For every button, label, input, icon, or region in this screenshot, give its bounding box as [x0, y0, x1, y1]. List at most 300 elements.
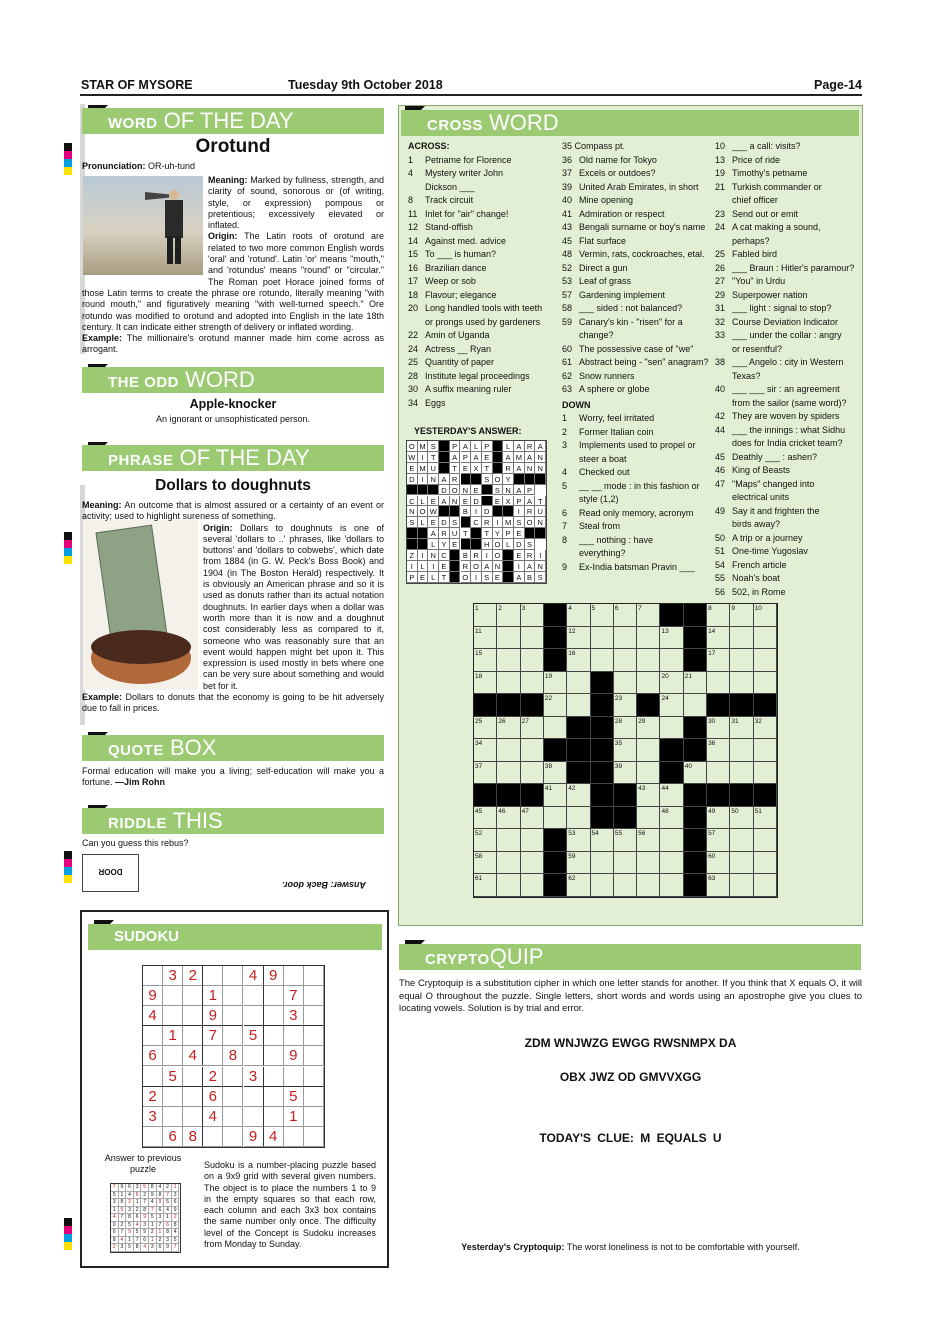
answer-cell: R — [525, 550, 536, 561]
crossword-cell[interactable] — [730, 762, 753, 785]
crossword-cell[interactable] — [660, 717, 683, 740]
crossword-cell[interactable] — [614, 649, 637, 672]
crossword-cell[interactable]: 13 — [660, 627, 683, 650]
clue-row — [715, 478, 860, 492]
crossword-cell[interactable]: 4 — [567, 604, 590, 627]
sudoku-cell[interactable]: 3 — [163, 966, 183, 986]
crossword-cell[interactable] — [521, 829, 544, 852]
crossword-cell[interactable] — [730, 739, 753, 762]
crossword-cell[interactable]: 50 — [730, 807, 753, 830]
crossword-cell[interactable] — [637, 852, 660, 875]
clue-text: United Arab Emirates, in short — [579, 181, 699, 192]
crossword-cell[interactable] — [521, 649, 544, 672]
clue-number: 7 — [562, 521, 568, 531]
color-bar — [64, 532, 72, 564]
crossword-cell[interactable]: 40 — [684, 762, 707, 785]
crossword-cell[interactable]: 7 — [637, 604, 660, 627]
sudoku-cell[interactable]: 4 — [183, 1046, 203, 1066]
sudoku-cell[interactable]: 6 — [203, 1087, 223, 1107]
crossword-cell[interactable] — [497, 739, 520, 762]
crossword-cell[interactable]: 15 — [474, 649, 497, 672]
crossword-cell[interactable] — [637, 672, 660, 695]
answer-cell: N — [450, 496, 461, 507]
sudoku-cell[interactable] — [284, 1026, 304, 1046]
sudoku-cell[interactable]: 1 — [284, 1107, 304, 1127]
sudoku-cell[interactable] — [223, 1127, 243, 1147]
previous-sudoku-cell: 5 — [126, 1244, 134, 1252]
crossword-cell[interactable] — [637, 807, 660, 830]
crossword-cell[interactable] — [754, 739, 777, 762]
crossword-cell[interactable]: 47 — [521, 807, 544, 830]
sudoku-cell[interactable]: 8 — [223, 1046, 243, 1066]
sudoku-cell[interactable] — [183, 986, 203, 1006]
crossword-cell[interactable]: 42 — [567, 784, 590, 807]
sudoku-cell[interactable] — [304, 1087, 324, 1107]
sudoku-cell[interactable] — [264, 1107, 284, 1127]
clue-number: 56 — [715, 586, 726, 597]
crossword-cell[interactable]: 53 — [567, 829, 590, 852]
clue-number: 55 — [715, 573, 726, 583]
previous-sudoku-cell: 9 — [141, 1214, 149, 1222]
clue-row — [715, 329, 860, 343]
answer-cell: P — [450, 441, 461, 452]
answer-cell: T — [535, 496, 546, 507]
rebus-box — [82, 854, 139, 892]
answer-cell — [482, 485, 493, 496]
sudoku-cell[interactable]: 9 — [284, 1046, 304, 1066]
crossword-cell[interactable] — [637, 739, 660, 762]
sudoku-cell[interactable]: 2 — [183, 966, 203, 986]
answer-cell: N — [535, 561, 546, 572]
crossword-cell — [684, 807, 707, 830]
crossword-cell — [521, 694, 544, 717]
sudoku-cell[interactable] — [304, 1046, 324, 1066]
odd-word-title: Apple-knocker — [189, 397, 277, 411]
crossword-cell[interactable] — [730, 852, 753, 875]
crossword-cell[interactable] — [614, 627, 637, 650]
clue-row — [562, 370, 712, 384]
crossword-cell[interactable]: 52 — [474, 829, 497, 852]
crossword-cell[interactable]: 1 — [474, 604, 497, 627]
crossword-cell[interactable]: 45 — [474, 807, 497, 830]
crossword-cell[interactable]: 30 — [707, 717, 730, 740]
crossword-cell[interactable]: 21 — [684, 672, 707, 695]
crossword-cell[interactable]: 37 — [474, 762, 497, 785]
clue-row — [562, 302, 712, 316]
sudoku-cell[interactable] — [223, 966, 243, 986]
crossword-cell[interactable]: 56 — [637, 829, 660, 852]
sudoku-cell[interactable]: 9 — [143, 986, 163, 1006]
crossword-cell[interactable]: 59 — [567, 852, 590, 875]
crossword-cell[interactable] — [660, 649, 683, 672]
crossword-cell[interactable]: 34 — [474, 739, 497, 762]
sudoku-cell[interactable]: 9 — [244, 1127, 264, 1147]
sudoku-cell[interactable] — [143, 1127, 163, 1147]
clue-text: steer a boat — [579, 453, 627, 464]
sudoku-cell[interactable] — [264, 986, 284, 1006]
sudoku-cell[interactable] — [304, 1067, 324, 1087]
sudoku-cell[interactable] — [264, 1067, 284, 1087]
sudoku-cell[interactable] — [264, 1046, 284, 1066]
crossword-cell[interactable]: 23 — [614, 694, 637, 717]
crossword-cell[interactable]: 63 — [707, 874, 730, 897]
sudoku-cell[interactable] — [244, 1087, 264, 1107]
sudoku-cell[interactable] — [183, 1006, 203, 1026]
crossword-cell[interactable] — [521, 672, 544, 695]
sudoku-cell[interactable] — [203, 1046, 223, 1066]
crossword-cell[interactable]: 28 — [614, 717, 637, 740]
crossword-cell[interactable] — [497, 649, 520, 672]
sudoku-cell[interactable]: 8 — [183, 1127, 203, 1147]
sudoku-cell[interactable]: 4 — [264, 1127, 284, 1147]
clue-text: A cat making a sound, perhaps? — [732, 222, 821, 246]
sudoku-cell[interactable] — [223, 1107, 243, 1127]
crossword-cell[interactable] — [754, 829, 777, 852]
crossword-cell[interactable] — [544, 807, 567, 830]
answer-cell — [493, 452, 504, 463]
clue-row — [715, 221, 860, 248]
crossword-cell[interactable]: 58 — [474, 852, 497, 875]
crossword-cell[interactable] — [497, 852, 520, 875]
clue-row — [562, 275, 712, 289]
crossword-cell[interactable] — [730, 874, 753, 897]
answer-cell: N — [428, 474, 439, 485]
sudoku-cell[interactable]: 3 — [143, 1107, 163, 1127]
clue-text: Texas? — [732, 370, 761, 381]
previous-sudoku-cell: 8 — [141, 1207, 149, 1215]
sudoku-cell[interactable] — [264, 1087, 284, 1107]
clue-row — [408, 316, 558, 330]
sudoku-cell[interactable] — [143, 1067, 163, 1087]
answer-cell: E — [428, 496, 439, 507]
crossword-cell[interactable] — [591, 627, 614, 650]
crossword-cell[interactable]: 35 — [614, 739, 637, 762]
crossword-cell[interactable] — [497, 829, 520, 852]
crossword-cell[interactable] — [754, 627, 777, 650]
color-bar — [64, 851, 72, 883]
clue-text: or prongs used by gardeners — [425, 316, 541, 327]
answer-cell — [503, 572, 514, 583]
crossword-cell[interactable]: 20 — [660, 672, 683, 695]
sudoku-cell[interactable]: 7 — [203, 1026, 223, 1046]
crossword-cell[interactable]: 18 — [474, 672, 497, 695]
crossword-cell[interactable]: 2 — [497, 604, 520, 627]
sudoku-cell[interactable] — [304, 966, 324, 986]
crossword-cell[interactable] — [497, 627, 520, 650]
answer-cell — [428, 485, 439, 496]
crossword-cell[interactable] — [614, 672, 637, 695]
sudoku-cell[interactable]: 3 — [284, 1006, 304, 1026]
sudoku-cell[interactable] — [223, 1006, 243, 1026]
answer-cell: N — [428, 550, 439, 561]
crossword-band: CROSS WORD — [401, 110, 859, 136]
crossword-cell[interactable]: 43 — [637, 784, 660, 807]
crossword-cell[interactable] — [521, 627, 544, 650]
crossword-cell[interactable] — [521, 852, 544, 875]
sudoku-cell[interactable] — [264, 1006, 284, 1026]
clue-row — [562, 154, 712, 168]
answer-cell: O — [407, 441, 418, 452]
crossword-cell[interactable] — [591, 649, 614, 672]
crossword-cell[interactable]: 55 — [614, 829, 637, 852]
crossword-cell[interactable]: 60 — [707, 852, 730, 875]
crossword-cell[interactable]: 6 — [614, 604, 637, 627]
crossword-cell[interactable]: 16 — [567, 649, 590, 672]
crossword-cell[interactable]: 38 — [544, 762, 567, 785]
sudoku-cell[interactable] — [183, 1107, 203, 1127]
answer-cell: E — [439, 561, 450, 572]
clue-text: They are woven by spiders — [732, 411, 840, 421]
sudoku-cell[interactable] — [284, 1067, 304, 1087]
crossword-cell[interactable] — [521, 762, 544, 785]
crossword-cell[interactable]: 5 — [591, 604, 614, 627]
crossword-cell[interactable] — [754, 672, 777, 695]
sudoku-cell[interactable] — [163, 1006, 183, 1026]
crossword-cell[interactable] — [754, 852, 777, 875]
sudoku-cell[interactable] — [304, 986, 324, 1006]
sudoku-cell[interactable] — [244, 1107, 264, 1127]
previous-sudoku-cell: 1 — [134, 1199, 142, 1207]
crossword-cell[interactable]: 17 — [707, 649, 730, 672]
word-body: Meaning: Marked by fullness, strength, and clarity of sound, sonorous or (of writing, style, or expression) pompous or pretentious; excessively elevated or inflated. Origin: The Latin roots of orotund are related to two more common English words 'oral' and 'rotund'. Latin 'or' means "mouth," and 'rotundus' means "round" or "circular." The Roman poet Horace joined forms of those Latin terms to create the phrase ore rotundo, literally meaning "with round mouth," and figuratively meaning "with well-turned speech." Ore rotundo was modified to orotund and adopted into English in the late 18th century. It can indicate either strength of delivery or inflated wording. Example: The millionaire's orotund manner made him come across as arrogant. — [82, 175, 385, 355]
odd-word-meaning: An ignorant or unsophisticated person. — [155, 414, 311, 424]
sudoku-cell[interactable] — [223, 1087, 243, 1107]
crossword-cell[interactable]: 49 — [707, 807, 730, 830]
sudoku-cell[interactable] — [143, 966, 163, 986]
sudoku-cell[interactable] — [223, 1067, 243, 1087]
sudoku-cell[interactable] — [183, 1067, 203, 1087]
crossword-cell[interactable] — [637, 762, 660, 785]
clue-row — [408, 248, 558, 262]
crossword-cell[interactable] — [660, 852, 683, 875]
crossword-cell[interactable]: 51 — [754, 807, 777, 830]
crossword-cell — [684, 627, 707, 650]
crossword-cell[interactable]: 10 — [754, 604, 777, 627]
crossword-cell[interactable]: 12 — [567, 627, 590, 650]
answer-cell — [471, 528, 482, 539]
answer-cell — [439, 463, 450, 474]
answer-cell — [535, 474, 546, 485]
crossword-cell[interactable]: 46 — [497, 807, 520, 830]
sudoku-cell[interactable] — [284, 966, 304, 986]
crossword-cell[interactable] — [497, 672, 520, 695]
crossword-cell[interactable]: 54 — [591, 829, 614, 852]
crossword-cell[interactable]: 24 — [660, 694, 683, 717]
answer-cell: S — [450, 517, 461, 528]
sudoku-cell[interactable]: 2 — [203, 1067, 223, 1087]
sudoku-cell[interactable]: 3 — [244, 1067, 264, 1087]
sudoku-cell[interactable]: 9 — [203, 1006, 223, 1026]
answer-cell: E — [514, 550, 525, 561]
crossword-cell[interactable]: 36 — [707, 739, 730, 762]
answer-cell: N — [493, 561, 504, 572]
sudoku-cell[interactable] — [304, 1026, 324, 1046]
clue-row — [715, 194, 860, 208]
previous-sudoku-cell: 8 — [149, 1184, 157, 1192]
crossword-cell[interactable]: 41 — [544, 784, 567, 807]
sudoku-cell[interactable] — [163, 1087, 183, 1107]
crossword-cell[interactable]: 8 — [707, 604, 730, 627]
clue-number: 23 — [715, 208, 726, 219]
crossword-cell[interactable] — [660, 874, 683, 897]
crossword-cell[interactable]: 39 — [614, 762, 637, 785]
sudoku-cell[interactable] — [223, 986, 243, 1006]
sudoku-cell[interactable]: 4 — [244, 966, 264, 986]
answer-cell: D — [471, 496, 482, 507]
answer-cell: I — [514, 506, 525, 517]
crossword-cell[interactable] — [754, 874, 777, 897]
clue-row — [715, 410, 860, 424]
clue-row — [562, 412, 712, 426]
crossword-cell[interactable] — [567, 694, 590, 717]
sudoku-cell[interactable]: 6 — [163, 1127, 183, 1147]
sudoku-cell[interactable]: 6 — [143, 1046, 163, 1066]
answer-cell: P — [407, 572, 418, 583]
crossword-cell[interactable] — [660, 829, 683, 852]
paper-name: STAR OF MYSORE — [81, 78, 193, 92]
sudoku-cell[interactable]: 5 — [244, 1026, 264, 1046]
crossword-cell[interactable]: 3 — [521, 604, 544, 627]
crossword-cell[interactable] — [637, 627, 660, 650]
clue-number: 6 — [562, 507, 568, 518]
answer-cell: O — [450, 485, 461, 496]
sudoku-cell[interactable]: 4 — [203, 1107, 223, 1127]
crossword-cell[interactable]: 31 — [730, 717, 753, 740]
phrase-title: Dollars to doughnuts — [155, 477, 311, 494]
crossword-cell — [660, 739, 683, 762]
down-label: DOWN — [562, 399, 591, 410]
clue-text: Admiration or respect — [579, 208, 665, 219]
sudoku-cell[interactable]: 1 — [203, 986, 223, 1006]
crossword-cell[interactable] — [614, 874, 637, 897]
sudoku-cell[interactable] — [183, 1087, 203, 1107]
crossword-cell[interactable]: 27 — [521, 717, 544, 740]
sudoku-cell[interactable] — [223, 1026, 243, 1046]
crossword-cell[interactable] — [497, 874, 520, 897]
previous-sudoku-cell: 8 — [172, 1222, 180, 1230]
clue-number — [715, 518, 732, 532]
crossword-cell[interactable] — [614, 852, 637, 875]
crossword-cell[interactable]: 25 — [474, 717, 497, 740]
pronunciation: Pronunciation: OR-uh-tund — [82, 161, 196, 171]
crossword-cell[interactable] — [544, 717, 567, 740]
sudoku-cell[interactable] — [143, 1026, 163, 1046]
sudoku-cell[interactable] — [284, 1127, 304, 1147]
crossword-cell[interactable] — [637, 649, 660, 672]
crossword-cell[interactable] — [591, 874, 614, 897]
crossword-cell[interactable] — [730, 829, 753, 852]
clue-row — [715, 572, 860, 586]
sudoku-cell[interactable]: 2 — [143, 1087, 163, 1107]
sudoku-cell[interactable]: 5 — [284, 1087, 304, 1107]
sudoku-cell[interactable] — [203, 1127, 223, 1147]
crossword-cell — [544, 852, 567, 875]
riddle-question: Can you guess this rebus? — [82, 838, 189, 848]
crossword-cell[interactable] — [707, 762, 730, 785]
answer-cell — [461, 517, 472, 528]
clue-number: 39 — [562, 181, 573, 192]
sudoku-cell[interactable] — [304, 1127, 324, 1147]
clue-row — [715, 167, 860, 181]
clue-row — [562, 356, 712, 370]
crossword-cell[interactable]: 14 — [707, 627, 730, 650]
crossword-cell[interactable] — [637, 874, 660, 897]
sudoku-cell[interactable]: 4 — [143, 1006, 163, 1026]
sudoku-cell[interactable] — [163, 1046, 183, 1066]
sudoku-cell[interactable] — [244, 986, 264, 1006]
crossword-cell[interactable]: 57 — [707, 829, 730, 852]
crossword-cell[interactable]: 48 — [660, 807, 683, 830]
crossword-cell[interactable] — [730, 672, 753, 695]
clue-row — [562, 561, 712, 575]
answer-cell: I — [535, 550, 546, 561]
sudoku-cell[interactable] — [304, 1006, 324, 1026]
answer-cell: A — [471, 452, 482, 463]
sudoku-cell[interactable]: 7 — [284, 986, 304, 1006]
clue-row — [562, 289, 712, 303]
previous-sudoku-cell: 8 — [164, 1229, 172, 1237]
crossword-cell — [591, 694, 614, 717]
crossword-cell[interactable]: 19 — [544, 672, 567, 695]
crossword-cell[interactable] — [567, 672, 590, 695]
crossword-cell[interactable]: 26 — [497, 717, 520, 740]
crossword-cell[interactable] — [684, 694, 707, 717]
odd-word-band: THE ODD WORD — [82, 367, 384, 393]
crossword-cell[interactable] — [521, 739, 544, 762]
clue-row — [715, 532, 860, 546]
crossword-cell[interactable]: 29 — [637, 717, 660, 740]
crossword-cell[interactable] — [754, 649, 777, 672]
crossword-cell[interactable] — [754, 762, 777, 785]
sudoku-cell[interactable] — [163, 986, 183, 1006]
sudoku-cell[interactable]: 1 — [163, 1026, 183, 1046]
crossword-cell[interactable] — [567, 807, 590, 830]
sudoku-cell[interactable]: 5 — [163, 1067, 183, 1087]
sudoku-cell[interactable] — [203, 966, 223, 986]
sudoku-cell[interactable] — [163, 1107, 183, 1127]
previous-sudoku-cell: 7 — [119, 1214, 127, 1222]
previous-sudoku-cell: 3 — [149, 1244, 157, 1252]
crossword-cell[interactable] — [707, 672, 730, 695]
answer-cell — [514, 474, 525, 485]
previous-sudoku-grid — [110, 1183, 181, 1253]
crossword-cell[interactable]: 9 — [730, 604, 753, 627]
crossword-cell[interactable]: 61 — [474, 874, 497, 897]
crossword-cell[interactable]: 32 — [754, 717, 777, 740]
header-rule — [80, 94, 862, 96]
crossword-cell[interactable] — [521, 874, 544, 897]
crossword-cell[interactable]: 44 — [660, 784, 683, 807]
crossword-cell[interactable]: 11 — [474, 627, 497, 650]
sudoku-cell[interactable] — [244, 1006, 264, 1026]
sudoku-cell[interactable] — [264, 1026, 284, 1046]
crossword-cell[interactable] — [730, 627, 753, 650]
previous-sudoku-cell: 7 — [111, 1184, 119, 1192]
crossword-cell[interactable] — [497, 762, 520, 785]
sudoku-cell[interactable] — [244, 1046, 264, 1066]
clue-number: 14 — [408, 235, 419, 246]
sudoku-cell[interactable] — [183, 1026, 203, 1046]
answer-cell — [439, 506, 450, 517]
crossword-cell[interactable]: 62 — [567, 874, 590, 897]
crossword-cell[interactable]: 22 — [544, 694, 567, 717]
sudoku-cell[interactable] — [304, 1107, 324, 1127]
crossword-cell[interactable] — [591, 852, 614, 875]
answer-cell — [439, 441, 450, 452]
sudoku-cell[interactable]: 9 — [264, 966, 284, 986]
answer-cell — [461, 539, 472, 550]
crossword-cell[interactable] — [730, 649, 753, 672]
